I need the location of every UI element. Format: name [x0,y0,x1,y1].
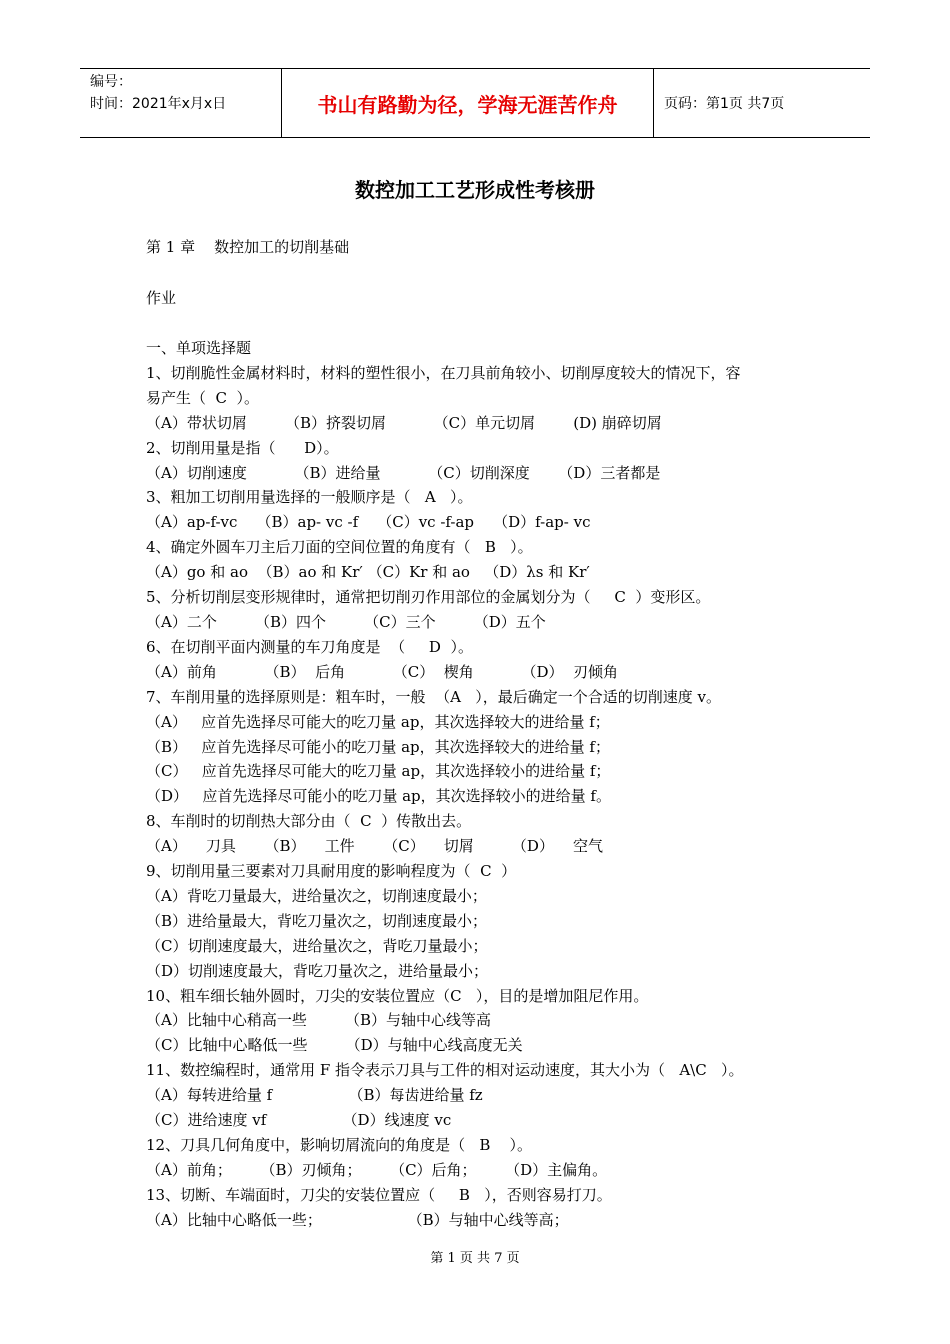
text-line: （A）go 和 ao （B）ao 和 Kr′ （C）Kr 和 ao （D）λs 和 Kr′ [146,563,590,582]
text-line: 8、车削时的切削热大部分由（ C ）传散出去。 [146,812,472,831]
text-line: （A）比轴中心略低一些； （B）与轴中心线等高； [146,1210,569,1229]
page-header [80,68,870,138]
text-line: 12、刀具几何角度中，影响切屑流向的角度是（ B ）。 [146,1136,532,1154]
text-line: （C）切削速度最大，进给量次之，背吃刀量最小； [146,936,488,955]
header-meta [80,69,281,137]
text-line: 2、切削用量是指（ D）。 [146,438,339,457]
section-heading-homework: 作业 [146,289,177,307]
text-line: （A）前角； （B）刃倾角； （C）后角； （D）主偏角。 [146,1160,608,1179]
page-footer: 第 1 页 共 7 页 [430,1251,520,1266]
text-line: 一、单项选择题 [146,339,252,357]
text-line: （A）切削速度 （B）进给量 （C）切削深度 （D）三者都是 [146,463,661,482]
text-line: 1、切削脆性金属材料时，材料的塑性很小，在刀具前角较小、切削厚度较大的情况下，容 [146,363,741,382]
text-line: 13、切断、车端面时，刀尖的安装位置应（ B ），否则容易打刀。 [146,1185,612,1204]
text-line: （A） 应首先选择尽可能大的吃刀量 ap，其次选择较大的进给量 f； [146,712,610,731]
header-page-info: 页码：第1页 共7页 [664,96,785,112]
document-title: 数控加工工艺形成性考核册 [355,178,595,202]
text-line: （A）二个 （B）四个 （C）三个 （D）五个 [146,612,546,631]
chapter-heading: 第 1 章 数控加工的切削基础 [146,238,350,256]
text-line: 11、数控编程时，通常用 F 指令表示刀具与工件的相对运动速度，其大小为（ A\C ）。 [146,1061,744,1080]
text-line: （A）比轴中心稍高一些 （B）与轴中心线等高 [146,1011,492,1030]
text-line: （A）背吃刀量最大，进给量次之，切削速度最小； [146,886,487,905]
document-date-label: 时间：2021年x月x日 [90,96,227,112]
document-number-label: 编号： [90,74,132,90]
text-line: （C）进给速度 vf （D）线速度 vc [146,1111,452,1130]
text-line: （C）比轴中心略低一些 （D）与轴中心线高度无关 [146,1036,523,1055]
text-line: 易产生（ C ）。 [146,388,260,407]
text-line: （B） 应首先选择尽可能小的吃刀量 ap，其次选择较大的进给量 f； [146,737,610,756]
text-line: （B）进给量最大，背吃刀量次之，切削速度最小； [146,911,488,930]
text-line: 7、车削用量的选择原则是：粗车时，一般 （A ），最后确定一个合适的切削速度 v。 [146,687,721,706]
question-body [146,336,826,1233]
text-line: 6、在切削平面内测量的车刀角度是 （ D ）。 [146,637,473,656]
text-line: （D）切削速度最大，背吃刀量次之，进给量最小； [146,961,489,980]
text-line: 5、分析切削层变形规律时，通常把切削刃作用部位的金属划分为（ C ）变形区。 [146,588,711,607]
text-line: （A）每转进给量 f （B）每齿进给量 fz [146,1086,483,1105]
text-line: （A）前角 （B） 后角 （C） 楔角 （D） 刃倾角 [146,662,619,681]
text-line: （A）带状切屑 （B）挤裂切屑 （C）单元切屑 (D) 崩碎切屑 [146,413,662,432]
text-line: （A） 刀具 （B） 工件 （C） 切屑 （D） 空气 [146,837,604,856]
text-line: （A）ap-f-vc （B）ap- vc -f （C）vc -f-ap （D）f-ap- vc [146,513,591,532]
text-line: 4、确定外圆车刀主后刀面的空间位置的角度有（ B ）。 [146,538,533,557]
text-line: 3、粗加工切削用量选择的一般顺序是（ A ）。 [146,488,473,507]
header-motto: 书山有路勤为径，学海无涯苦作舟 [281,69,654,137]
text-line: 9、切削用量三要素对刀具耐用度的影响程度为（ C ） [146,862,517,881]
text-line: 10、粗车细长轴外圆时，刀尖的安装位置应（C ），目的是增加阻尼作用。 [146,986,649,1005]
text-line: （D） 应首先选择尽可能小的吃刀量 ap，其次选择较小的进给量 f。 [146,787,611,806]
text-line: （C） 应首先选择尽可能大的吃刀量 ap，其次选择较小的进给量 f； [146,762,611,781]
